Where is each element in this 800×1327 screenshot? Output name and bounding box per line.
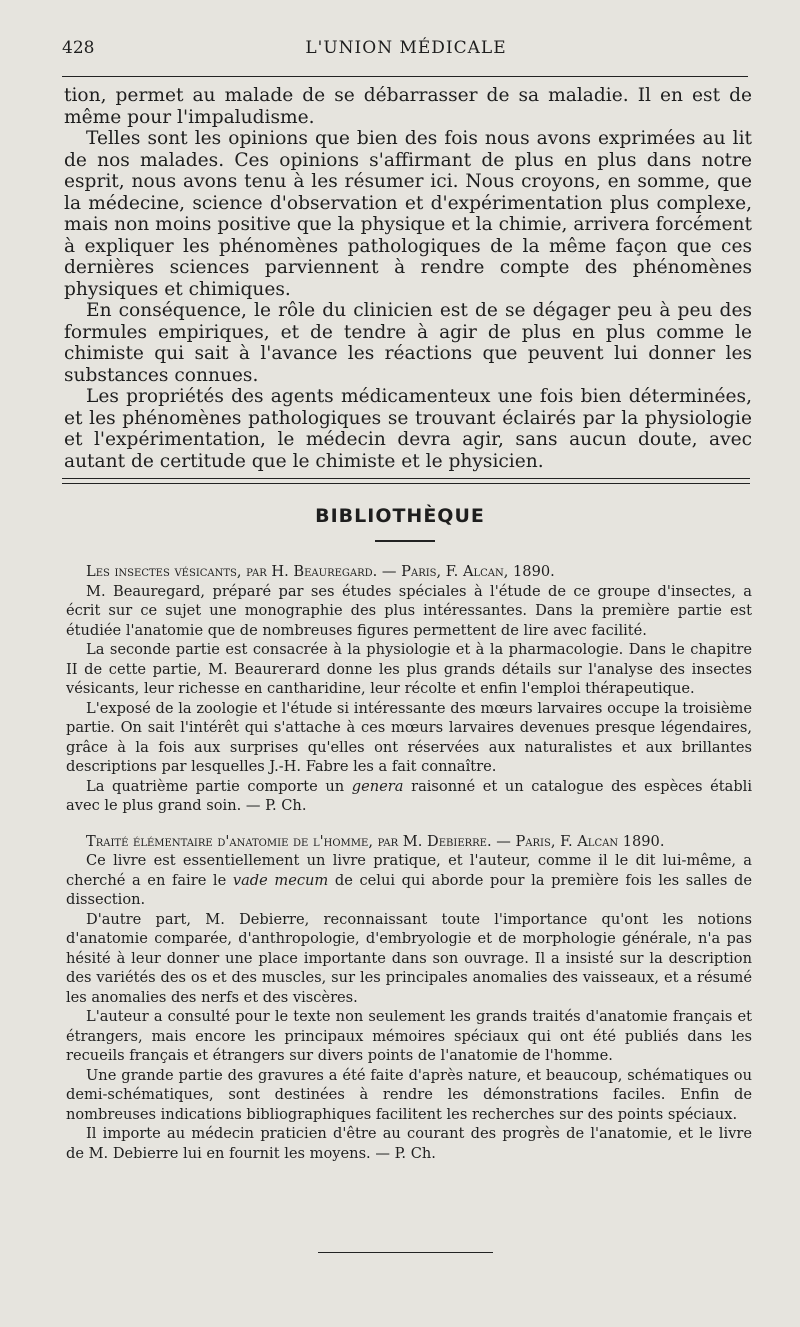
review-paragraph: D'autre part, M. Debierre, reconnaissant toute l'importance qu'ont les notions d'anatomie comparée, d'anthropologie, d'embryologie et de morphologie générale, n'a pas hésité à leur donner une place importante dans son ouvrage. Il a insisté sur la description des variétés des os et des muscles, sur les principales anomalies des vaisseaux, et a résumé les anomalies des nerfs et des viscères. [66, 910, 752, 1006]
review-paragraph: La quatrième partie comporte un genera raisonné et un catalogue des espèces établi avec le plus grand soin. — P. Ch. [66, 777, 752, 814]
book-reviews [66, 562, 752, 1163]
review-paragraph: La seconde partie est consacrée à la physiologie et à la pharmacologie. Dans le chapitre II de cette partie, M. Beaurегard donne les plus grands détails sur l'analyse des insectes vésicants, leur richesse en cantharidine, leur récolte et enfin l'emploi thérapeutique. [66, 641, 752, 697]
section-divider-bottom [62, 483, 750, 484]
review-paragraph: M. Beauregard, préparé par ses études spéciales à l'étude de ce groupe d'insectes, a écrit sur ce sujet une monographie des plus intéressantes. Dans la première partie est étudiée l'anatomie que de nombreuses figures permettent de lire avec facilité. [66, 582, 752, 639]
article-paragraph: tion, permet au malade de se débarrasser de sa maladie. Il en est de même pour l'impaludisme. [64, 85, 752, 128]
article-paragraph: Les propriétés des agents médicamenteux une fois bien déterminées, et les phénomènes pathologiques se trouvant éclairés par la physiologie et l'expérimentation, le médecin devra agir, sans aucun doute, avec autant de certitude que le chimiste et le physicien. [64, 386, 752, 472]
article-paragraph: En conséquence, le rôle du clinicien est de se dégager peu à peu des formules empiriques, et de tendre à agir de plus en plus comme le chimiste qui sait à l'avance les réactions que peuvent lui donner les substances connues. [64, 300, 752, 386]
section-divider-top [62, 478, 750, 479]
review-heading: Traité élémentaire d'anatomie de l'homme, par M. Debierre. — Paris, F. Alcan 1890. [86, 832, 665, 850]
header-rule [62, 76, 748, 77]
review-paragraph: L'auteur a consulté pour le texte non seulement les grands traités d'anatomie français et étrangers, mais encore les principaux mémoires spéciaux qui ont été publiés dans les recueils français et étrangers sur divers points de l'anatomie de l'homme. [66, 1008, 752, 1064]
closing-rule [318, 1252, 493, 1253]
article-paragraph: Telles sont les opinions que bien des fois nous avons exprimées au lit de nos malades. Ces opinions s'affirmant de plus en plus dans notre esprit, nous avons tenu à les résumer ici. Nous croyons, en somme, que la médecine, science d'observation et d'expérimentation plus complexe, mais non moins positive que la physique et la chimie, arrivera forcément à expliquer les phénomènes pathologiques de la même façon que ces dernières sciences parviennent à rendre compte des phénomènes physiques et chimiques. [64, 128, 752, 300]
review-paragraph: Il importe au médecin praticien d'être au courant des progrès de l'anatomie, et le livre de M. Debierre lui en fournit les moyens. — P. Ch. [66, 1125, 752, 1162]
page-number: 428 [62, 38, 95, 58]
title-underline [375, 540, 435, 542]
journal-title: L'UNION MÉDICALE [305, 38, 507, 58]
review-paragraph: Ce livre est essentiellement un livre pratique, et l'auteur, comme il le dit lui-même, a cherché a en faire le vade mecum de celui qui aborde pour la première fois les salles de dissection. [66, 852, 753, 908]
review-paragraph: L'exposé de la zoologie et l'étude si intéressante des mœurs larvaires occupe la troisième partie. On sait l'intérêt qui s'attache à ces mœurs larvaires devenues presque légendaires, grâce à la fois aux surprises qu'elles ont réservées aux naturalistes et aux brillantes descriptions par lesquelles J.-H. Fabre les a fait connaître. [66, 699, 752, 775]
page-header [62, 38, 750, 68]
review-heading: Les insectes vésicants, par H. Beauregard. — Paris, F. Alcan, 1890. [86, 563, 555, 580]
section-title: BIBLIOTHÈQUE [315, 505, 485, 527]
article-ending [64, 85, 752, 472]
review-paragraph: Une grande partie des gravures a été faite d'après nature, et beaucoup, schématiques ou demi-schématiques, sont destinées à rendre les démonstrations faciles. Enfin de nombreuses indications bibliographiques facilitent les recherches sur des points spéciaux. [66, 1066, 752, 1123]
